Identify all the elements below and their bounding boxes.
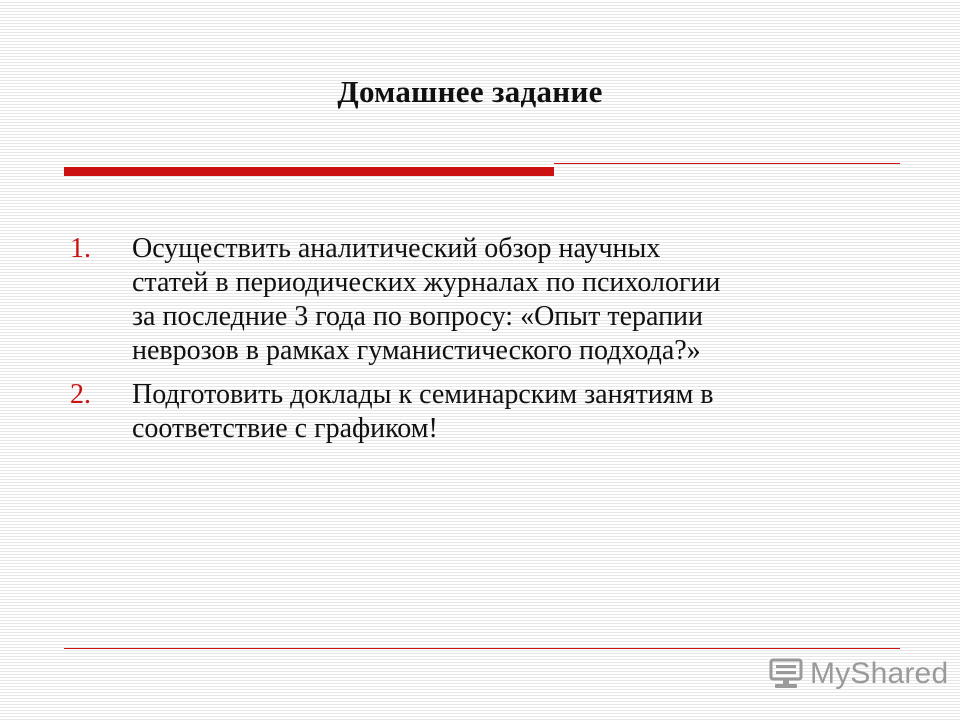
list-item-text: [132, 378, 890, 446]
title-underline-thick: [64, 167, 554, 176]
list-item-number: 2.: [70, 379, 91, 410]
watermark-logo: [768, 656, 948, 692]
list-item-line: за последние 3 года по вопросу: «Опыт терапии: [132, 301, 704, 332]
homework-list: [70, 232, 890, 456]
list-item: [70, 378, 890, 446]
list-item-number: 1.: [70, 233, 91, 264]
list-item-line: Осуществить аналитический обзор научных: [132, 233, 661, 264]
slide-title: Домашнее задание: [337, 74, 603, 109]
list-item-line: неврозов в рамках гуманистического подхода?»: [132, 335, 701, 366]
list-item-line: Подготовить доклады к семинарским занятиям в: [132, 379, 714, 410]
watermark-text: MyShared: [810, 657, 949, 690]
title-underline-thin: [554, 163, 900, 164]
list-item-text: [132, 232, 890, 368]
list-item-line: соответствие с графиком!: [132, 413, 438, 444]
footer-divider: [64, 648, 900, 649]
list-item-line: статей в периодических журналах по психологии: [132, 267, 721, 298]
monitor-icon: [768, 657, 804, 691]
list-item: [70, 232, 890, 368]
